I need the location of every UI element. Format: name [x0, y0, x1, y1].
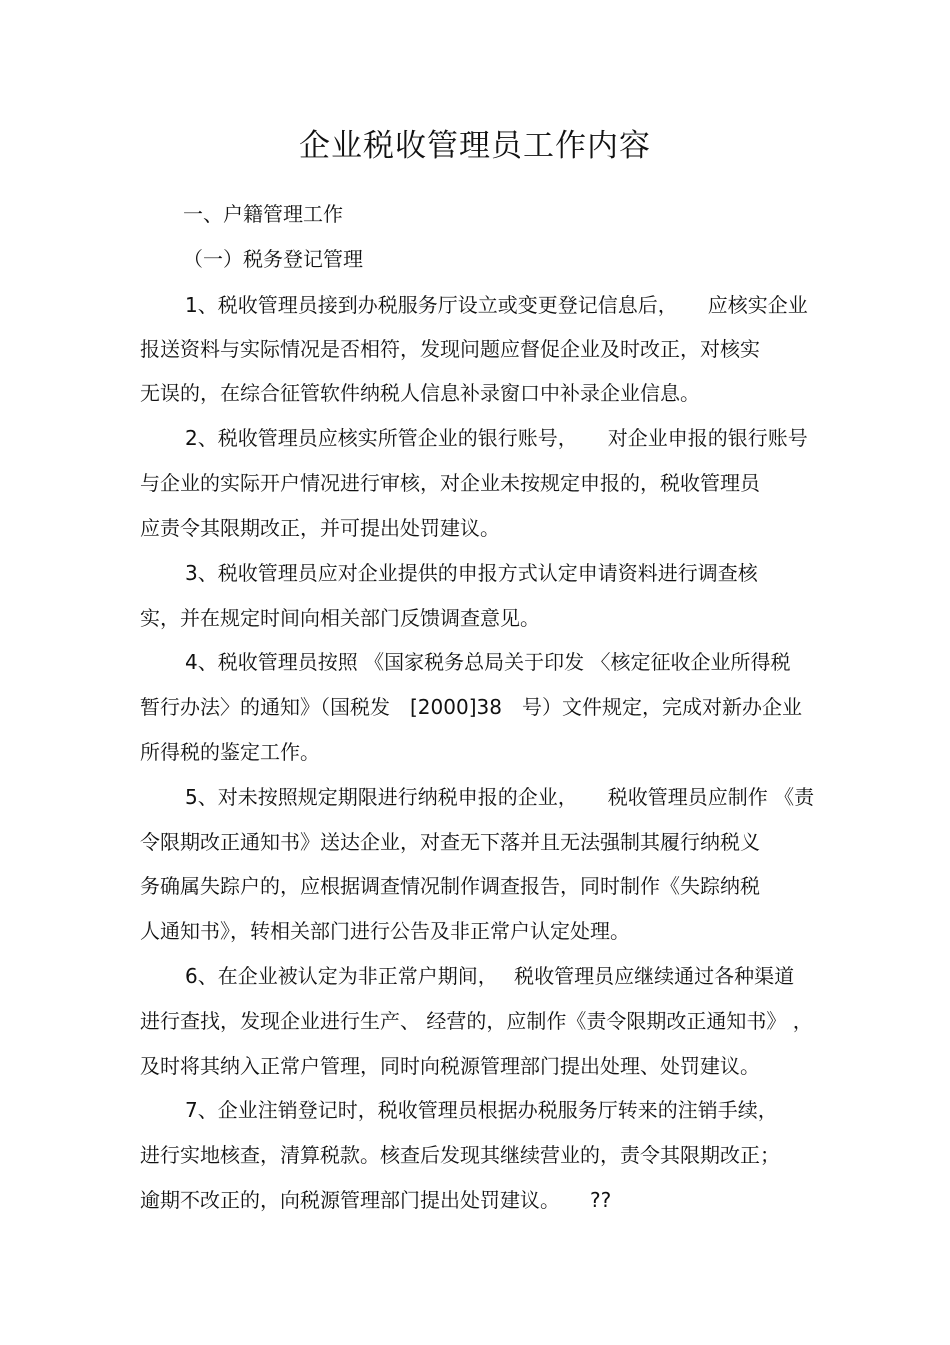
paragraph-line: 进行实地核查，清算税款。核查后发现其继续营业的，责令其限期改正； — [140, 1143, 780, 1167]
paragraph-line: 所得税的鉴定工作。 — [140, 740, 320, 764]
paragraph-line: 1、税收管理员接到办税服务厅设立或变更登记信息后， 应核实企业 — [185, 293, 808, 317]
paragraph-line: 6、在企业被认定为非正常户期间， 税收管理员应继续通过各种渠道 — [185, 964, 795, 988]
paragraph-line: 无误的，在综合征管软件纳税人信息补录窗口中补录企业信息。 — [140, 381, 700, 405]
paragraph-line: 务确属失踪户的，应根据调查情况制作调查报告，同时制作《失踪纳税 — [140, 874, 760, 898]
paragraph-line: 4、税收管理员按照 《国家税务总局关于印发 〈核定征收企业所得税 — [185, 650, 791, 674]
paragraph-line: 应责令其限期改正，并可提出处罚建议。 — [140, 516, 500, 540]
paragraph-line: 2、税收管理员应核实所管企业的银行账号， 对企业申报的银行账号 — [185, 426, 808, 450]
paragraph-line: 3、税收管理员应对企业提供的申报方式认定申请资料进行调查核 — [185, 561, 758, 585]
paragraph-line: 7、企业注销登记时，税收管理员根据办税服务厅转来的注销手续， — [185, 1098, 778, 1122]
paragraph-line: 报送资料与实际情况是否相符，发现问题应督促企业及时改正，对核实 — [140, 337, 760, 361]
paragraph-line: 5、对未按照规定期限进行纳税申报的企业， 税收管理员应制作 《责 — [185, 785, 815, 809]
paragraph-line: 令限期改正通知书》送达企业，对查无下落并且无法强制其履行纳税义 — [140, 830, 760, 854]
paragraph-line: 及时将其纳入正常户管理，同时向税源管理部门提出处理、处罚建议。 — [140, 1054, 760, 1078]
paragraph-line: 实，并在规定时间向相关部门反馈调查意见。 — [140, 606, 540, 630]
document-title: 企业税收管理员工作内容 — [299, 128, 651, 164]
section-heading: 一、户籍管理工作 — [183, 202, 343, 226]
paragraph-line: 人通知书》，转相关部门进行公告及非正常户认定处理。 — [140, 919, 630, 943]
paragraph-line: 逾期不改正的，向税源管理部门提出处罚建议。 ?? — [140, 1188, 612, 1212]
paragraph-line: 进行查找，发现企业进行生产、 经营的，应制作《责令限期改正通知书》 ， — [140, 1009, 813, 1033]
paragraph-line: 与企业的实际开户情况进行审核，对企业未按规定申报的，税收管理员 — [140, 471, 760, 495]
subsection-heading: （一）税务登记管理 — [183, 247, 363, 271]
paragraph-line: 暂行办法〉的通知》（国税发 [2000]38 号）文件规定，完成对新办企业 — [140, 695, 802, 719]
